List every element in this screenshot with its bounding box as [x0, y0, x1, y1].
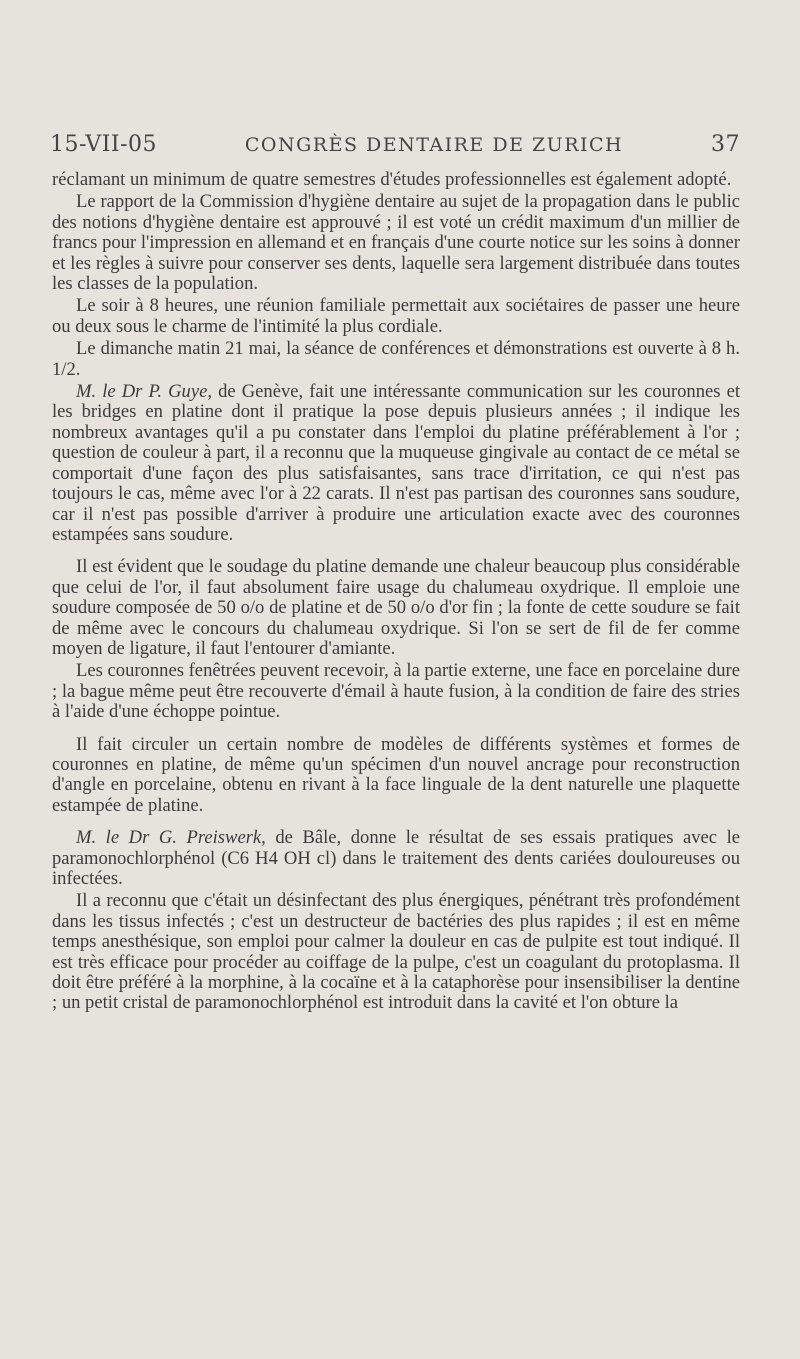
speaker-name: M. le Dr P. Guye,: [76, 381, 213, 403]
paragraph: [52, 828, 740, 889]
paragraph: Le soir à 8 heures, une réunion familiale permettait aux sociétaires de passer une heure ou deux sous le charme de l'intimité la plus cordiale.: [52, 295, 740, 337]
paragraph: [52, 382, 740, 545]
paragraph: Le dimanche matin 21 mai, la séance de conférences et démonstrations est ouverte à 8 h. 1/2.: [52, 338, 740, 380]
paragraph: Le rapport de la Commission d'hygiène dentaire au sujet de la propagation dans le public des notions d'hygiène dentaire est approuvé ; il est voté un crédit maximum d'un millier de francs pour l'impression en allemand et en français d'une courte notice sur les soins à donner et les règles à suivre pour conserver ses dents, laquelle sera largement distribuée dans toutes les classes de la population.: [52, 191, 740, 295]
paragraph-text: de Bâle, donne le résultat de ses essais pratiques avec le paramonochlorphénol (C6 H4 OH cl) dans le traitement des dents cariées douloureuses ou infectées.: [52, 827, 740, 889]
paragraph-text: de Genève, fait une intéressante communication sur les couronnes et les bridges en platine dont il pratique la pose depuis plusieurs années ; il indique les nombreux avantages qu'il a pu constater dans l'emploi du platine préférablement à l'or ; question de couleur à part, il a reconnu que la muqueuse gingivale au contact de ce métal se comportait d'une façon des plus satisfaisantes, sans trace d'irritation, ce qui n'est pas toujours le cas, même avec l'or à 22 carats. Il n'est pas partisan des couronnes sans soudure, car il n'est pas possible d'arriver à produire une articulation exacte avec des couronnes estampées sans soudure.: [52, 381, 741, 545]
page-number: 37: [710, 132, 740, 157]
paragraph: Les couronnes fenêtrées peuvent recevoir, à la partie externe, une face en porcelaine dure ; la bague même peut être recouverte d'émail à haute fusion, à la condition de faire des stries à l'aide d'une échoppe pointue.: [52, 660, 740, 723]
running-header: [50, 132, 740, 157]
speaker-name: M. le Dr G. Preiswerk,: [76, 827, 266, 849]
header-title: CONGRÈS DENTAIRE DE ZURICH: [244, 134, 624, 156]
header-date: 15-VII-05: [50, 132, 158, 157]
paragraph: Il a reconnu que c'était un désinfectant des plus énergiques, pénétrant très profondément dans les tissus infectés ; c'est un destructeur de bactéries des plus rapides ; il est en même temps anesthésique, son emploi pour calmer la douleur en cas de pulpite est tout indiqué. Il est très efficace pour procéder au coiffage de la pulpe, c'est un coagulant du protoplasma. Il doit être préféré à la morphine, à la cocaïne et à la cataphorèse pour insensibiliser la dentine ; un petit cristal de paramonochlorphénol est introduit dans la cavité et l'on obture la: [52, 890, 740, 1014]
body-text: [52, 170, 740, 1014]
paragraph: réclamant un minimum de quatre semestres d'études professionnelles est également adopté.: [52, 169, 732, 190]
paragraph: Il fait circuler un certain nombre de modèles de différents systèmes et formes de couronnes en platine, de même qu'un spécimen d'un nouvel ancrage pour reconstruction d'angle en porcelaine, obtenu en rivant à la face linguale de la dent naturelle une plaquette estampée de platine.: [52, 733, 740, 816]
paragraph: Il est évident que le soudage du platine demande une chaleur beaucoup plus considérable que celui de l'or, il faut absolument faire usage du chalumeau oxydrique. Il emploie une soudure composée de 50 o/o de platine et de 50 o/o d'or fin ; la fonte de cette soudure se fait de même avec le concours du chalumeau oxydrique. Si l'on se sert de fil de fer comme moyen de ligature, il faut l'entourer d'amiante.: [52, 556, 740, 659]
